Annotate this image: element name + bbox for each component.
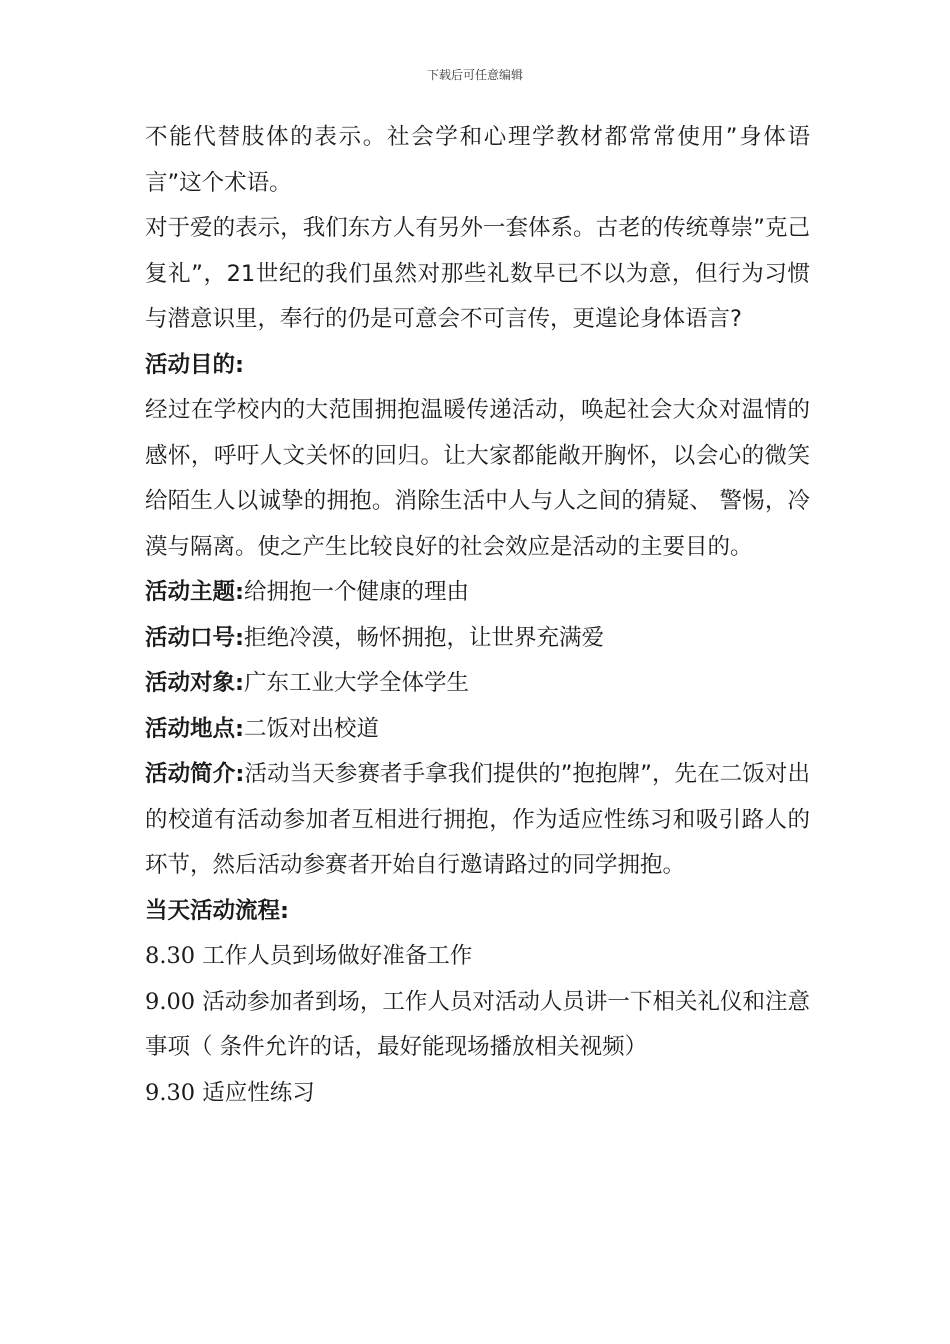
location-row [145, 707, 810, 753]
schedule-item [145, 980, 810, 1071]
slogan-row [145, 616, 810, 662]
theme-row [145, 570, 810, 616]
location-value: 二饭对出校道 [244, 715, 380, 742]
schedule-heading: 当天活动流程: [145, 897, 289, 924]
intro-value: 活动当天参赛者手拿我们提供的”抱抱牌”，先在二饭对出的校道有活动参加者互相进行拥抱，作为适应性练习和吸引路人的环节，然后活动参赛者开始自行邀请路过的同学拥抱。 [145, 761, 810, 878]
target-row [145, 661, 810, 707]
schedule-text: 活动参加者到场，工作人员对活动人员讲一下相关礼仪和注意事项（ 条件允许的话，最好能现场播放相关视频） [145, 988, 810, 1060]
paragraph-eastern-culture: 对于爱的表示，我们东方人有另外一套体系。古老的传统尊崇”克己复礼”，21世纪的我们虽然对那些礼数早已不以为意，但行为习惯与潜意识里，奉行的仍是可意会不可言传，更遑论身体语言? [145, 215, 810, 332]
slogan-label: 活动口号: [145, 624, 244, 651]
intro-label: 活动简介: [145, 761, 245, 787]
theme-label: 活动主题: [145, 579, 244, 605]
theme-value: 给拥抱一个健康的理由 [244, 579, 470, 605]
schedule-item [145, 1071, 810, 1117]
page-header: 下载后可任意编辑 [426, 68, 523, 82]
slogan-value: 拒绝冷漠，畅怀拥抱，让世界充满爱 [244, 624, 605, 651]
target-label: 活动对象: [145, 670, 244, 696]
intro-row [145, 752, 810, 889]
schedule-text: 适应性练习 [202, 1079, 315, 1106]
document-body [145, 115, 810, 1116]
schedule-time: 9.00 [145, 988, 196, 1015]
schedule-time: 8.30 [145, 943, 196, 969]
location-label: 活动地点: [145, 715, 244, 742]
schedule-time: 9.30 [145, 1079, 196, 1106]
purpose-text: 经过在学校内的大范围拥抱温暖传递活动，唤起社会大众对温情的感怀，呼吁人文关怀的回归。让大家都能敞开胸怀，以会心的微笑给陌生人以诚挚的拥抱。消除生活中人与人之间的猜疑、 警惕，冷漠与隔离。使之产生比较良好的社会效应是活动的主要目的。 [145, 397, 810, 560]
schedule-text: 工作人员到场做好准备工作 [202, 943, 473, 969]
paragraph-body-language: 不能代替肢体的表示。社会学和心理学教材都常常使用”身体语言”这个术语。 [145, 124, 810, 196]
target-value: 广东工业大学全体学生 [244, 670, 470, 696]
schedule-item [145, 934, 810, 980]
purpose-heading: 活动目的: [145, 351, 244, 378]
